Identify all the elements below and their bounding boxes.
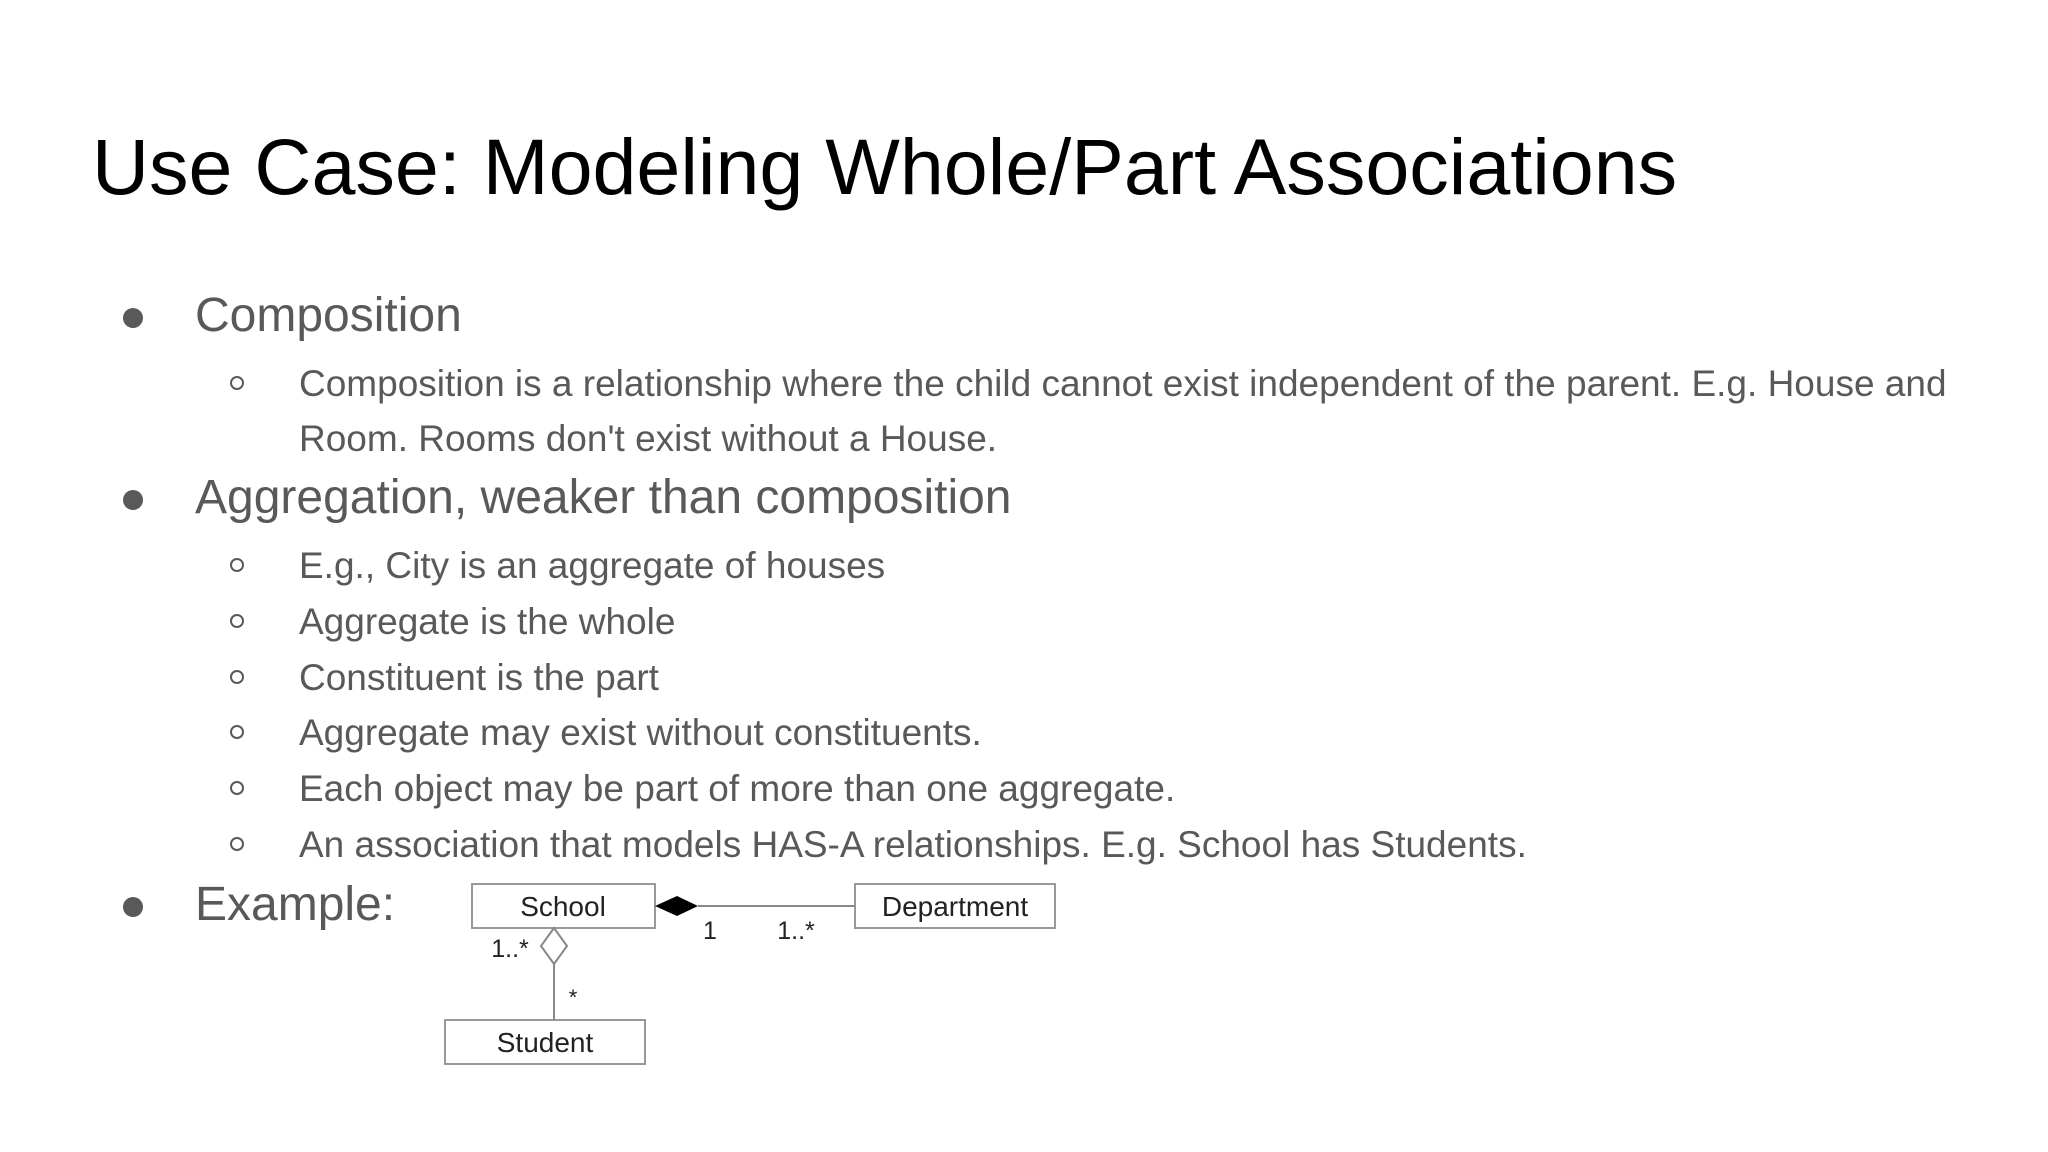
subbullet-text: Constituent is the part (299, 657, 659, 698)
uml-class-department (855, 884, 1055, 928)
subbullet-text: Aggregate is the whole (299, 601, 676, 642)
uml-diagram (430, 870, 1070, 1080)
bullet-dot-icon (123, 897, 143, 917)
subbullet-ring-icon (230, 781, 244, 795)
filled-diamond-icon (655, 896, 698, 916)
subbullet-text: E.g., City is an aggregate of houses (299, 545, 886, 586)
bullet-label: Aggregation, weaker than composition (195, 471, 1012, 524)
uml-multiplicity-school-aggregation: 1..* (491, 935, 529, 963)
subbullet-text: An association that models HAS-A relationships. E.g. School has Students. (299, 824, 1527, 865)
subbullet-text: Composition is a relationship where the child cannot exist independent of the parent. E.g. House and Room. Rooms don't exist without a House. (299, 363, 1947, 459)
subbullet-ring-icon (230, 837, 244, 851)
uml-composition-association (655, 896, 855, 945)
subbullet-ring-icon (230, 558, 244, 572)
subbullet-ring-icon (230, 670, 244, 684)
bullet-aggregation (0, 468, 2048, 528)
subbullet-ring-icon (230, 376, 244, 390)
subbullet-ring-icon (230, 614, 244, 628)
uml-class-student (445, 1020, 645, 1064)
hollow-diamond-icon (541, 928, 567, 964)
uml-class-school (472, 884, 655, 928)
bullet-composition (0, 286, 2048, 346)
bullet-label: Composition (195, 289, 462, 342)
uml-aggregation-association (491, 928, 577, 1020)
uml-class-department-label: Department (881, 891, 1029, 922)
subbullet-text: Aggregate may exist without constituents. (299, 712, 982, 753)
bullet-dot-icon (123, 308, 143, 328)
uml-class-student-label: Student (496, 1027, 594, 1058)
bullet-dot-icon (123, 490, 143, 510)
uml-multiplicity-department: 1..* (777, 917, 815, 945)
uml-class-school-label: School (520, 891, 606, 922)
subbullet-text: Each object may be part of more than one aggregate. (299, 768, 1176, 809)
uml-multiplicity-school-composition: 1 (703, 917, 717, 945)
slide-title: Use Case: Modeling Whole/Part Associations (92, 122, 1678, 211)
subbullet-ring-icon (230, 725, 244, 739)
bullet-label: Example: (195, 878, 396, 931)
uml-multiplicity-student: * (568, 985, 578, 1010)
